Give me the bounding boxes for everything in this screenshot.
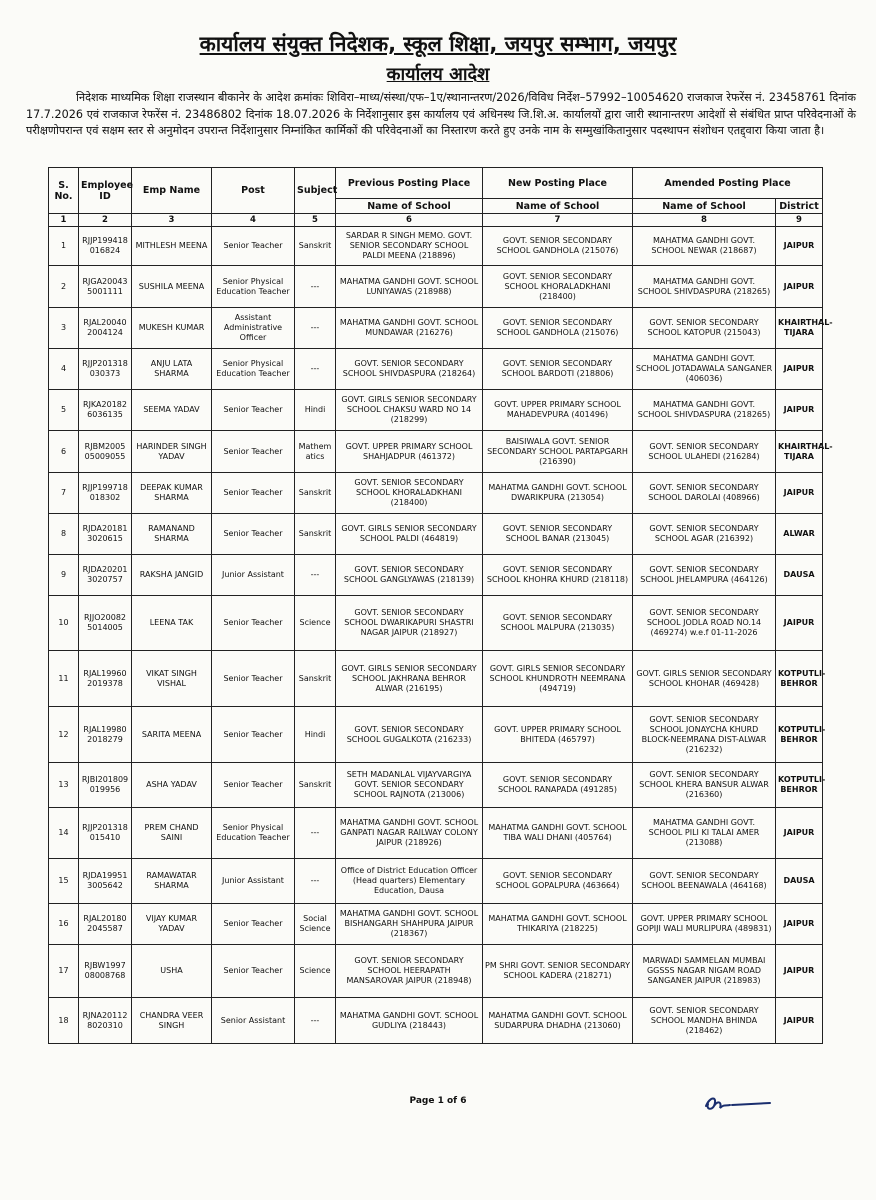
- table-row: [49, 596, 823, 651]
- amended-school-cell: MAHATMA GANDHI GOVT. SCHOOL SHIVDASPURA (218265): [633, 390, 776, 431]
- employee-id-cell: RJAL19960 2019378: [79, 651, 132, 707]
- subject-cell: Hindi: [295, 390, 336, 431]
- amended-school-cell: GOVT. SENIOR SECONDARY SCHOOL ULAHEDI (216284): [633, 431, 776, 473]
- header-sno: S. No.: [49, 168, 79, 214]
- column-number: 5: [295, 214, 336, 227]
- post-cell: Senior Teacher: [212, 473, 295, 514]
- amended-school-cell: GOVT. SENIOR SECONDARY SCHOOL KATOPUR (215043): [633, 308, 776, 349]
- amended-school-cell: MARWADI SAMMELAN MUMBAI GGSSS NAGAR NIGAM ROAD SANGANER JAIPUR (218983): [633, 945, 776, 998]
- sno-cell: 13: [49, 763, 79, 808]
- post-cell: Senior Teacher: [212, 514, 295, 555]
- table-row: [49, 431, 823, 473]
- previous-school-cell: MAHATMA GANDHI GOVT. SCHOOL LUNIYAWAS (218988): [336, 266, 483, 308]
- subject-cell: Sanskrit: [295, 651, 336, 707]
- sno-cell: 7: [49, 473, 79, 514]
- new-school-cell: GOVT. GIRLS SENIOR SECONDARY SCHOOL KHUNDROTH NEEMRANA (494719): [483, 651, 633, 707]
- intro-paragraph: निदेशक माध्यमिक शिक्षा राजस्थान बीकानेर के आदेश क्रमांकः शिविरा–माध्य/संस्था/एफ–1ए/स्थानान्तरण/2026/विविध निर्देश–57992–10054620 राजकाज रेफरेंस नं. 23458761 दिनांक 17.7.2026 एवं राजकाज रेफरेंस नं. 23486802 दिनांक 18.07.2026 के निर्देशानुसार इस कार्यालय एवं अधिनस्थ जि.शि.अ. कार्यालयों द्वारा जारी स्थानान्तरण आदेशों से संबंधित प्राप्त परिवेदनाओं के परीक्षणोपरान्त एवं सक्षम स्तर से अनुमोदन उपरान्त निर्देशानुसार निम्नांकित कार्मिकों की परिवेदनाओं का निस्तारण करते हुए उनके नाम के सम्मुखांकितानुसार पदस्थापन संशोधन एतद्द्वारा किया जाता है।: [26, 91, 856, 137]
- sno-cell: 2: [49, 266, 79, 308]
- new-school-cell: GOVT. UPPER PRIMARY SCHOOL MAHADEVPURA (401496): [483, 390, 633, 431]
- post-cell: Junior Assistant: [212, 859, 295, 904]
- previous-school-cell: MAHATMA GANDHI GOVT. SCHOOL GUDLIYA (218443): [336, 998, 483, 1044]
- employee-id-cell: RJAL19980 2018279: [79, 707, 132, 763]
- sno-cell: 5: [49, 390, 79, 431]
- amended-school-cell: GOVT. GIRLS SENIOR SECONDARY SCHOOL KHOHAR (469428): [633, 651, 776, 707]
- header-previous-posting: Previous Posting Place: [336, 168, 483, 199]
- subject-cell: ---: [295, 998, 336, 1044]
- previous-school-cell: SARDAR R SINGH MEMO. GOVT. SENIOR SECONDARY SCHOOL PALDI MEENA (218896): [336, 227, 483, 266]
- header-emp-name: Emp Name: [132, 168, 212, 214]
- district-cell: ALWAR: [776, 514, 823, 555]
- previous-school-cell: MAHATMA GANDHI GOVT. SCHOOL BISHANGARH SHAHPURA JAIPUR (218367): [336, 904, 483, 945]
- amended-school-cell: MAHATMA GANDHI GOVT. SCHOOL SHIVDASPURA (218265): [633, 266, 776, 308]
- sno-cell: 4: [49, 349, 79, 390]
- new-school-cell: GOVT. SENIOR SECONDARY SCHOOL MALPURA (213035): [483, 596, 633, 651]
- new-school-cell: GOVT. SENIOR SECONDARY SCHOOL KHOHRA KHURD (218118): [483, 555, 633, 596]
- subject-cell: Sanskrit: [295, 473, 336, 514]
- emp-name-cell: MUKESH KUMAR: [132, 308, 212, 349]
- subject-cell: Science: [295, 945, 336, 998]
- subject-cell: ---: [295, 308, 336, 349]
- sno-cell: 15: [49, 859, 79, 904]
- amended-school-cell: GOVT. SENIOR SECONDARY SCHOOL DAROLAI (408966): [633, 473, 776, 514]
- header-amended-school: Name of School: [633, 199, 776, 214]
- district-cell: JAIPUR: [776, 945, 823, 998]
- emp-name-cell: PREM CHAND SAINI: [132, 808, 212, 859]
- column-number: 1: [49, 214, 79, 227]
- emp-name-cell: HARINDER SINGH YADAV: [132, 431, 212, 473]
- new-school-cell: PM SHRI GOVT. SENIOR SECONDARY SCHOOL KADERA (218271): [483, 945, 633, 998]
- district-cell: JAIPUR: [776, 808, 823, 859]
- post-cell: Senior Teacher: [212, 763, 295, 808]
- district-cell: KHAIRTHAL-TIJARA: [776, 308, 823, 349]
- amended-school-cell: MAHATMA GANDHI GOVT. SCHOOL JOTADAWALA SANGANER (406036): [633, 349, 776, 390]
- post-cell: Senior Teacher: [212, 596, 295, 651]
- previous-school-cell: GOVT. SENIOR SECONDARY SCHOOL GUGALKOTA (216233): [336, 707, 483, 763]
- district-cell: DAUSA: [776, 859, 823, 904]
- subject-cell: Science: [295, 596, 336, 651]
- employee-id-cell: RJAL20040 2004124: [79, 308, 132, 349]
- new-school-cell: GOVT. SENIOR SECONDARY SCHOOL BANAR (213045): [483, 514, 633, 555]
- new-school-cell: GOVT. SENIOR SECONDARY SCHOOL KHORALADKHANI (218400): [483, 266, 633, 308]
- new-school-cell: BAISIWALA GOVT. SENIOR SECONDARY SCHOOL PARTAPGARH (216390): [483, 431, 633, 473]
- table-row: [49, 998, 823, 1044]
- new-school-cell: MAHATMA GANDHI GOVT. SCHOOL TIBA WALI DHANI (405764): [483, 808, 633, 859]
- header-subject: Subject: [295, 168, 336, 214]
- emp-name-cell: SEEMA YADAV: [132, 390, 212, 431]
- column-number: 8: [633, 214, 776, 227]
- emp-name-cell: ANJU LATA SHARMA: [132, 349, 212, 390]
- amended-school-cell: MAHATMA GANDHI GOVT. SCHOOL PILI KI TALAI AMER (213088): [633, 808, 776, 859]
- table-row: [49, 266, 823, 308]
- employee-id-cell: RJGA20043 5001111: [79, 266, 132, 308]
- column-number: 3: [132, 214, 212, 227]
- employee-id-cell: RJKA20182 6036135: [79, 390, 132, 431]
- employee-id-cell: RJBW1997 08008768: [79, 945, 132, 998]
- emp-name-cell: VIKAT SINGH VISHAL: [132, 651, 212, 707]
- new-school-cell: GOVT. SENIOR SECONDARY SCHOOL BARDOTI (218806): [483, 349, 633, 390]
- emp-name-cell: SARITA MEENA: [132, 707, 212, 763]
- new-school-cell: GOVT. SENIOR SECONDARY SCHOOL GANDHOLA (215076): [483, 227, 633, 266]
- emp-name-cell: CHANDRA VEER SINGH: [132, 998, 212, 1044]
- employee-id-cell: RJDA20181 3020615: [79, 514, 132, 555]
- district-cell: JAIPUR: [776, 227, 823, 266]
- amended-school-cell: GOVT. SENIOR SECONDARY SCHOOL KHERA BANSUR ALWAR (216360): [633, 763, 776, 808]
- previous-school-cell: Office of District Education Officer (Head quarters) Elementary Education, Dausa: [336, 859, 483, 904]
- subject-cell: ---: [295, 808, 336, 859]
- amended-school-cell: GOVT. SENIOR SECONDARY SCHOOL BEENAWALA (464168): [633, 859, 776, 904]
- district-cell: JAIPUR: [776, 266, 823, 308]
- emp-name-cell: SUSHILA MEENA: [132, 266, 212, 308]
- emp-name-cell: USHA: [132, 945, 212, 998]
- post-cell: Assistant Administrative Officer: [212, 308, 295, 349]
- column-number: 6: [336, 214, 483, 227]
- sno-cell: 17: [49, 945, 79, 998]
- employee-id-cell: RJBM2005 05009055: [79, 431, 132, 473]
- table-row: [49, 349, 823, 390]
- amended-school-cell: GOVT. SENIOR SECONDARY SCHOOL AGAR (216392): [633, 514, 776, 555]
- header-post: Post: [212, 168, 295, 214]
- sno-cell: 6: [49, 431, 79, 473]
- table-row: [49, 555, 823, 596]
- table-row: [49, 514, 823, 555]
- emp-name-cell: RAMANAND SHARMA: [132, 514, 212, 555]
- emp-name-cell: RAKSHA JANGID: [132, 555, 212, 596]
- employee-id-cell: RJDA20201 3020757: [79, 555, 132, 596]
- table-row: [49, 763, 823, 808]
- sno-cell: 8: [49, 514, 79, 555]
- previous-school-cell: MAHATMA GANDHI GOVT. SCHOOL MUNDAWAR (216276): [336, 308, 483, 349]
- office-title: कार्यालय संयुक्त निदेशक, स्कूल शिक्षा, जयपुर सम्भाग, जयपुर: [199, 32, 677, 56]
- subject-cell: Hindi: [295, 707, 336, 763]
- subject-cell: ---: [295, 859, 336, 904]
- district-cell: KOTPUTLI-BEHROR: [776, 707, 823, 763]
- new-school-cell: GOVT. SENIOR SECONDARY SCHOOL GANDHOLA (215076): [483, 308, 633, 349]
- employee-id-cell: RJJP201318 030373: [79, 349, 132, 390]
- column-number: 4: [212, 214, 295, 227]
- new-school-cell: GOVT. UPPER PRIMARY SCHOOL BHITEDA (465797): [483, 707, 633, 763]
- previous-school-cell: GOVT. SENIOR SECONDARY SCHOOL GANGLYAWAS (218139): [336, 555, 483, 596]
- employee-id-cell: RJNA20112 8020310: [79, 998, 132, 1044]
- post-cell: Senior Teacher: [212, 904, 295, 945]
- district-cell: JAIPUR: [776, 390, 823, 431]
- sno-cell: 11: [49, 651, 79, 707]
- post-cell: Senior Assistant: [212, 998, 295, 1044]
- district-cell: KHAIRTHAL-TIJARA: [776, 431, 823, 473]
- new-school-cell: MAHATMA GANDHI GOVT. SCHOOL DWARIKPURA (213054): [483, 473, 633, 514]
- emp-name-cell: ASHA YADAV: [132, 763, 212, 808]
- previous-school-cell: MAHATMA GANDHI GOVT. SCHOOL GANPATI NAGAR RAILWAY COLONY JAIPUR (218926): [336, 808, 483, 859]
- previous-school-cell: GOVT. SENIOR SECONDARY SCHOOL DWARIKAPURI SHASTRI NAGAR JAIPUR (218927): [336, 596, 483, 651]
- sno-cell: 16: [49, 904, 79, 945]
- sno-cell: 14: [49, 808, 79, 859]
- transfer-table: [48, 167, 833, 1044]
- table-row: [49, 390, 823, 431]
- employee-id-cell: RJJP201318 015410: [79, 808, 132, 859]
- post-cell: Senior Physical Education Teacher: [212, 808, 295, 859]
- table-row: [49, 227, 823, 266]
- subject-cell: ---: [295, 555, 336, 596]
- table-row: [49, 707, 823, 763]
- column-number: 9: [776, 214, 823, 227]
- district-cell: KOTPUTLI-BEHROR: [776, 651, 823, 707]
- amended-school-cell: GOVT. SENIOR SECONDARY SCHOOL MANDHA BHINDA (218462): [633, 998, 776, 1044]
- emp-name-cell: VIJAY KUMAR YADAV: [132, 904, 212, 945]
- previous-school-cell: SETH MADANLAL VIJAYVARGIYA GOVT. SENIOR SECONDARY SCHOOL RAJNOTA (213006): [336, 763, 483, 808]
- order-subtitle: कार्यालय आदेश: [386, 64, 490, 85]
- previous-school-cell: GOVT. SENIOR SECONDARY SCHOOL KHORALADKHANI (218400): [336, 473, 483, 514]
- header-district: District: [776, 199, 823, 214]
- sno-cell: 18: [49, 998, 79, 1044]
- column-number: 2: [79, 214, 132, 227]
- employee-id-cell: RJBI201809 019956: [79, 763, 132, 808]
- previous-school-cell: GOVT. GIRLS SENIOR SECONDARY SCHOOL CHAKSU WARD NO 14 (218299): [336, 390, 483, 431]
- table-row: [49, 808, 823, 859]
- subject-cell: ---: [295, 266, 336, 308]
- amended-school-cell: GOVT. SENIOR SECONDARY SCHOOL JONAYCHA KHURD BLOCK-NEEMRANA DIST-ALWAR (216232): [633, 707, 776, 763]
- new-school-cell: GOVT. SENIOR SECONDARY SCHOOL RANAPADA (491285): [483, 763, 633, 808]
- sno-cell: 3: [49, 308, 79, 349]
- amended-school-cell: GOVT. UPPER PRIMARY SCHOOL GOPIJI WALI MURLIPURA (489831): [633, 904, 776, 945]
- employee-id-cell: RJJP199418 016824: [79, 227, 132, 266]
- post-cell: Junior Assistant: [212, 555, 295, 596]
- new-school-cell: GOVT. SENIOR SECONDARY SCHOOL GOPALPURA (463664): [483, 859, 633, 904]
- page-number: Page 1 of 6: [409, 1096, 467, 1106]
- district-cell: JAIPUR: [776, 473, 823, 514]
- post-cell: Senior Physical Education Teacher: [212, 349, 295, 390]
- table-row: [49, 308, 823, 349]
- amended-school-cell: MAHATMA GANDHI GOVT. SCHOOL NEWAR (218687): [633, 227, 776, 266]
- table-row: [49, 945, 823, 998]
- district-cell: KOTPUTLI-BEHROR: [776, 763, 823, 808]
- post-cell: Senior Teacher: [212, 945, 295, 998]
- table-row: [49, 904, 823, 945]
- previous-school-cell: GOVT. SENIOR SECONDARY SCHOOL HEERAPATH MANSAROVAR JAIPUR (218948): [336, 945, 483, 998]
- previous-school-cell: GOVT. GIRLS SENIOR SECONDARY SCHOOL PALDI (464819): [336, 514, 483, 555]
- sno-cell: 10: [49, 596, 79, 651]
- subject-cell: Sanskrit: [295, 763, 336, 808]
- new-school-cell: MAHATMA GANDHI GOVT. SCHOOL THIKARIYA (218225): [483, 904, 633, 945]
- header-new-school: Name of School: [483, 199, 633, 214]
- subject-cell: Mathem atics: [295, 431, 336, 473]
- header-new-posting: New Posting Place: [483, 168, 633, 199]
- table-body: [49, 227, 833, 1044]
- signature: [700, 1088, 780, 1114]
- district-cell: JAIPUR: [776, 349, 823, 390]
- sno-cell: 9: [49, 555, 79, 596]
- district-cell: JAIPUR: [776, 904, 823, 945]
- header-amended-posting: Amended Posting Place: [633, 168, 823, 199]
- post-cell: Senior Teacher: [212, 390, 295, 431]
- table-row: [49, 473, 823, 514]
- post-cell: Senior Teacher: [212, 707, 295, 763]
- district-cell: JAIPUR: [776, 596, 823, 651]
- new-school-cell: MAHATMA GANDHI GOVT. SCHOOL SUDARPURA DHADHA (213060): [483, 998, 633, 1044]
- table-row: [49, 651, 823, 707]
- district-cell: DAUSA: [776, 555, 823, 596]
- post-cell: Senior Physical Education Teacher: [212, 266, 295, 308]
- employee-id-cell: RJAL20180 2045587: [79, 904, 132, 945]
- subject-cell: Sanskrit: [295, 514, 336, 555]
- amended-school-cell: GOVT. SENIOR SECONDARY SCHOOL JHELAMPURA (464126): [633, 555, 776, 596]
- subject-cell: Sanskrit: [295, 227, 336, 266]
- subject-cell: ---: [295, 349, 336, 390]
- previous-school-cell: GOVT. GIRLS SENIOR SECONDARY SCHOOL JAKHRANA BEHROR ALWAR (216195): [336, 651, 483, 707]
- previous-school-cell: GOVT. UPPER PRIMARY SCHOOL SHAHJADPUR (461372): [336, 431, 483, 473]
- emp-name-cell: MITHLESH MEENA: [132, 227, 212, 266]
- sno-cell: 12: [49, 707, 79, 763]
- employee-id-cell: RJJP199718 018302: [79, 473, 132, 514]
- emp-name-cell: RAMAWATAR SHARMA: [132, 859, 212, 904]
- employee-id-cell: RJJO20082 5014005: [79, 596, 132, 651]
- emp-name-cell: LEENA TAK: [132, 596, 212, 651]
- previous-school-cell: GOVT. SENIOR SECONDARY SCHOOL SHIVDASPURA (218264): [336, 349, 483, 390]
- post-cell: Senior Teacher: [212, 651, 295, 707]
- subject-cell: Social Science: [295, 904, 336, 945]
- post-cell: Senior Teacher: [212, 431, 295, 473]
- header-prev-school: Name of School: [336, 199, 483, 214]
- table-row: [49, 859, 823, 904]
- district-cell: JAIPUR: [776, 998, 823, 1044]
- amended-school-cell: GOVT. SENIOR SECONDARY SCHOOL JODLA ROAD NO.14 (469274) w.e.f 01-11-2026: [633, 596, 776, 651]
- emp-name-cell: DEEPAK KUMAR SHARMA: [132, 473, 212, 514]
- employee-id-cell: RJDA19951 3005642: [79, 859, 132, 904]
- column-number: 7: [483, 214, 633, 227]
- post-cell: Senior Teacher: [212, 227, 295, 266]
- column-number-row: [49, 214, 823, 227]
- sno-cell: 1: [49, 227, 79, 266]
- header-employee-id: Employee ID: [79, 168, 132, 214]
